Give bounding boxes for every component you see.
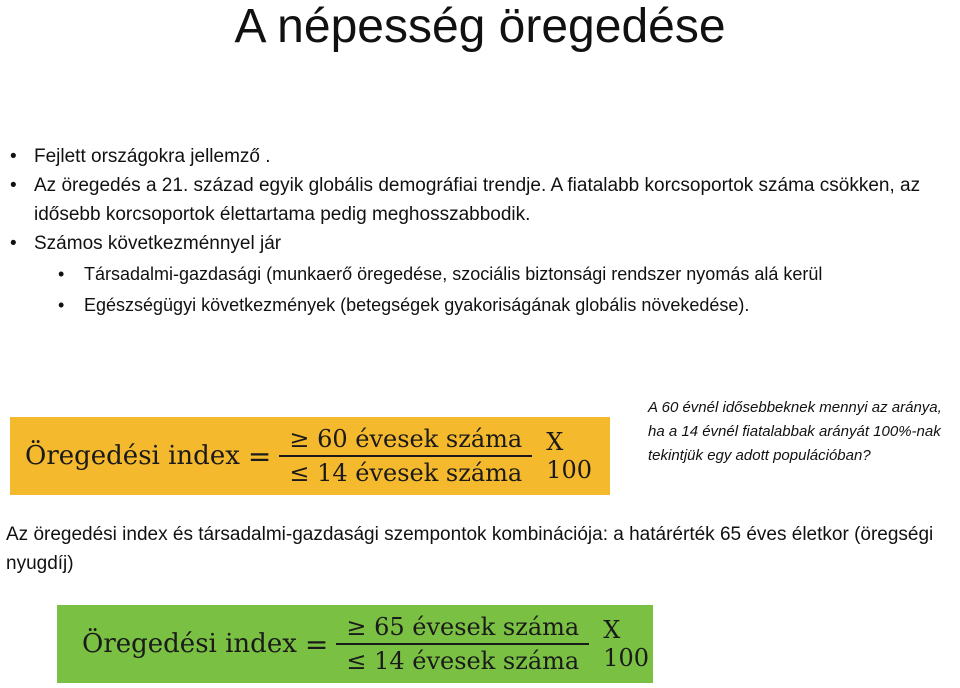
fraction: [279, 423, 532, 489]
threshold-paragraph: Az öregedési index és társadalmi-gazdasági szempontok kombinációja: a határérték 65 éves életkor (öregségi nyugdíj): [6, 524, 934, 574]
denominator: ≤ 14 évesek száma: [346, 647, 580, 675]
formula-name: Öregedési index: [82, 629, 297, 659]
sub-bullet-item: • Egészségügyi következmények (betegségek gyakoriságának globális növekedése).: [10, 291, 955, 320]
bullet-item: • Számos következménnyel jár: [10, 229, 955, 258]
equals-sign: =: [304, 627, 329, 661]
equals-sign: =: [247, 439, 272, 473]
numerator: ≥ 65 évesek száma: [346, 613, 580, 641]
aging-index-formula-60: [10, 417, 610, 495]
formula-note: A 60 évnél idősebbeknek mennyi az aránya, ha a 14 évnél fiatalabbak arányát 100%-nak tekintjük egy adott populációban?: [648, 399, 942, 464]
multiplier: X 100: [603, 616, 650, 672]
denominator: ≤ 14 évesek száma: [289, 459, 523, 487]
numerator: ≥ 60 évesek száma: [289, 425, 523, 453]
formula-name: Öregedési index: [25, 441, 240, 471]
aging-index-formula-65: [57, 605, 653, 683]
bullet-item: • Az öregedés a 21. század egyik globális demográfiai trendje. A fiatalabb korcsoportok száma csökken, az idősebb korcsoportok élettartama pedig meghosszabbodik.: [10, 171, 955, 229]
fraction: [336, 611, 589, 677]
bullet-list: [10, 142, 955, 320]
sub-bullet-item: • Társadalmi-gazdasági (munkaerő öregedése, szociális biztonsági rendszer nyomás alá kerül: [10, 260, 955, 289]
page-title: A népesség öregedése: [234, 0, 726, 53]
bullet-item: • Fejlett országokra jellemző .: [10, 142, 955, 171]
multiplier: X 100: [546, 428, 593, 484]
